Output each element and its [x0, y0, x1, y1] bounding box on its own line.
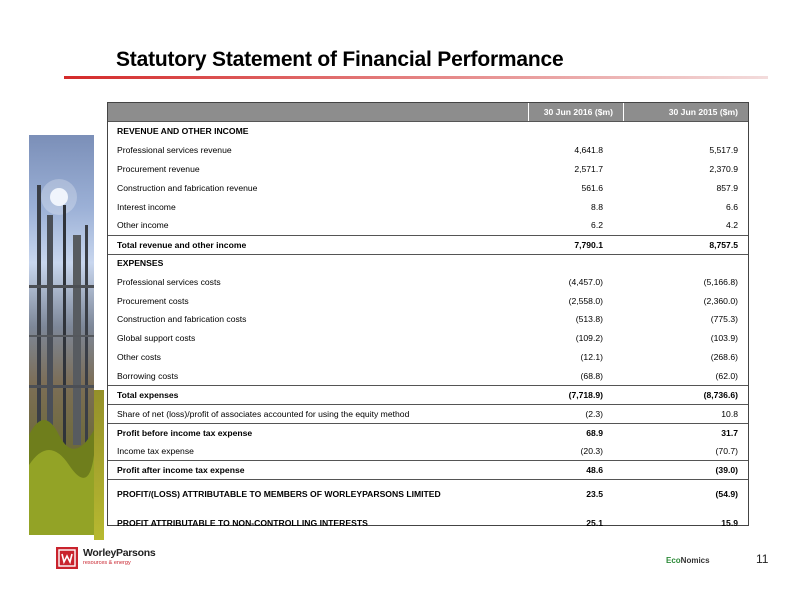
- value-2015: (103.9): [710, 333, 738, 344]
- table-row: [108, 122, 748, 141]
- row-label: PROFIT ATTRIBUTABLE TO NON-CONTROLLING INTERESTS: [117, 517, 368, 528]
- table-row: [108, 160, 748, 179]
- value-2016: 4,641.8: [574, 145, 603, 156]
- table-row: [108, 423, 748, 442]
- title-underline: [64, 76, 768, 79]
- logo-name: WorleyParsons: [83, 547, 156, 559]
- table-row: [108, 508, 748, 537]
- value-2016: 8.8: [591, 201, 603, 212]
- header-2016: 30 Jun 2016 ($m): [528, 103, 623, 121]
- table-row: [108, 178, 748, 197]
- value-2015: 31.7: [721, 427, 738, 438]
- value-2016: 561.6: [581, 182, 603, 193]
- row-label: Global support costs: [117, 333, 196, 344]
- value-2015: (62.0): [715, 370, 738, 381]
- value-2016: (109.2): [575, 333, 603, 344]
- row-label: REVENUE AND OTHER INCOME: [117, 126, 249, 137]
- value-2015: (268.6): [710, 351, 738, 362]
- value-2016: (7,718.9): [568, 390, 603, 401]
- value-2016: 2,571.7: [574, 163, 603, 174]
- value-2015: (775.3): [710, 314, 738, 325]
- row-label: Construction and fabrication costs: [117, 314, 247, 325]
- table-row: [108, 366, 748, 385]
- row-label: Other income: [117, 220, 169, 231]
- row-label: EXPENSES: [117, 258, 164, 269]
- value-2015: (70.7): [715, 445, 738, 456]
- row-label: PROFIT/(LOSS) ATTRIBUTABLE TO MEMBERS OF WORLEYPARSONS LIMITED: [117, 489, 441, 500]
- table-row: [108, 442, 748, 461]
- row-label: Professional services revenue: [117, 145, 232, 156]
- table-row: [108, 479, 748, 508]
- logo-mark-icon: [56, 547, 78, 569]
- value-2016: 48.6: [586, 465, 603, 476]
- value-2015: (5,166.8): [703, 276, 738, 287]
- page-title: Statutory Statement of Financial Performance: [116, 48, 564, 71]
- table-row: [108, 348, 748, 367]
- table-row: [108, 272, 748, 291]
- row-label: Share of net (loss)/profit of associates accounted for using the equity method: [117, 408, 410, 419]
- value-2016: 68.9: [586, 427, 603, 438]
- table-row: [108, 254, 748, 273]
- value-2016: (513.8): [575, 314, 603, 325]
- table-row: [108, 310, 748, 329]
- table-row: [108, 197, 748, 216]
- table-row: [108, 404, 748, 423]
- value-2016: 7,790.1: [574, 239, 603, 250]
- value-2015: 6.6: [726, 201, 738, 212]
- row-label: Procurement revenue: [117, 163, 200, 174]
- value-2015: (39.0): [715, 465, 738, 476]
- value-2015: 15.9: [721, 517, 738, 528]
- table-row: [108, 235, 748, 254]
- value-2016: (2.3): [585, 408, 603, 419]
- row-label: Professional services costs: [117, 276, 221, 287]
- value-2016: 25.1: [586, 517, 603, 528]
- table-row: [108, 216, 748, 235]
- row-label: Total revenue and other income: [117, 239, 247, 250]
- table-row: [108, 385, 748, 404]
- value-2016: (2,558.0): [568, 295, 603, 306]
- value-2015: 5,517.9: [709, 145, 738, 156]
- refinery-photo: [29, 135, 94, 535]
- table-row: [108, 329, 748, 348]
- row-label: Income tax expense: [117, 445, 194, 456]
- value-2015: (54.9): [715, 489, 738, 500]
- worleyparsons-logo: [56, 547, 155, 569]
- table-body: [108, 122, 748, 537]
- row-label: Procurement costs: [117, 295, 189, 306]
- row-label: Total expenses: [117, 390, 179, 401]
- value-2016: 6.2: [591, 220, 603, 231]
- row-label: Other costs: [117, 351, 161, 362]
- value-2016: (20.3): [580, 445, 603, 456]
- financial-table: [107, 102, 749, 526]
- row-label: Profit after income tax expense: [117, 465, 245, 476]
- page-number: 11: [756, 552, 769, 566]
- table-row: [108, 291, 748, 310]
- row-label: Borrowing costs: [117, 370, 179, 381]
- row-label: Profit before income tax expense: [117, 427, 253, 438]
- economics-nomics: Nomics: [680, 556, 710, 565]
- economics-logo: [666, 556, 710, 565]
- table-row: [108, 141, 748, 160]
- value-2015: 8,757.5: [709, 239, 738, 250]
- header-2015: 30 Jun 2015 ($m): [623, 103, 748, 121]
- value-2015: 2,370.9: [709, 163, 738, 174]
- logo-tagline: resources & energy: [83, 560, 131, 566]
- value-2015: (8,736.6): [703, 390, 738, 401]
- value-2015: 857.9: [716, 182, 738, 193]
- row-label: Construction and fabrication revenue: [117, 182, 258, 193]
- value-2015: 10.8: [721, 408, 738, 419]
- value-2015: 4.2: [726, 220, 738, 231]
- value-2016: (4,457.0): [568, 276, 603, 287]
- value-2015: (2,360.0): [703, 295, 738, 306]
- value-2016: (12.1): [580, 351, 603, 362]
- table-row: [108, 460, 748, 479]
- photo-edge-strip: [94, 390, 104, 540]
- value-2016: (68.8): [580, 370, 603, 381]
- table-header-row: [108, 103, 748, 122]
- economics-eco: Eco: [666, 556, 681, 565]
- value-2016: 23.5: [586, 489, 603, 500]
- row-label: Interest income: [117, 201, 176, 212]
